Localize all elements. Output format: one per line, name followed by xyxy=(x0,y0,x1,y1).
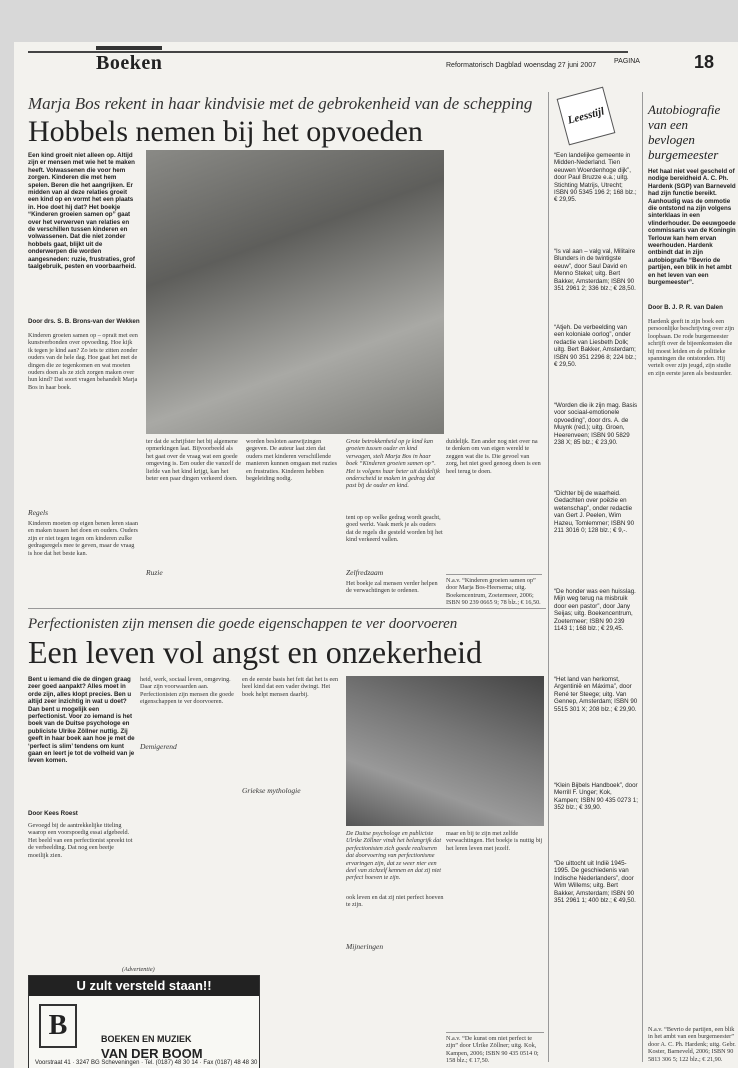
article1-body-col3: worden besloten aanwijzingen gegeven. De auteur laat zien dat ouders met kinderen verschillende manieren kunnen omgaan met ruzies en frustraties. Kinderen hebben begeleiding nodig. xyxy=(246,438,338,483)
ad-placeholder: (Advertentie) xyxy=(122,966,155,973)
article1-byline: Door drs. S. B. Brons-van der Wekken xyxy=(28,318,140,325)
article-divider xyxy=(28,608,546,609)
column-body: Hardenk geeft in zijn boek een persoonlijke beschrijving over zijn loopbaan. De rode burgemeester schrijft over de bijeenkomsten die hij moest leiden en de politieke spanningen die ontstonden. Hij vertelt over zijn jeugd, zijn studie en zijn eerste jaren als bestuurder. xyxy=(648,318,735,377)
sidebar-item: “Is val aan – valg val, Militaire Blunders in de twintigste eeuw”, door Saul David en Menno Stekel; uitg. Bert Bakker, Amsterdam; ISBN 90 351 2961 2; 336 blz.; € 28,50. xyxy=(554,248,636,293)
article1-intro: Een kind groeit niet alleen op. Altijd zijn er mensen met wie het te maken heeft. Volwassenen die voor hem zorgen. Kinderen die met hem spelen. Beren die het aangrijken. Er midden van al deze relaties groeit een kind op en vormt het een plaats in. Hoe doet hij dat? Het boekje “Kinderen groeien samen op” gaat over het verwerven van relaties en de verschillen tussen kinderen en volwassenen. Dat die niet zonder hobbels gaat, blijkt uit de onderwerpen die worden aangesneden: ruzie, frustraties, grof taalgebruik, pesten en voorbaarheid. xyxy=(28,152,136,271)
article1-body-col4: tent op op welke gedrag wordt geacht, goed werkt. Vaak merk je als ouders dat de regels die gesteld worden bij het kind verkeerd vallen. xyxy=(346,514,443,544)
newspaper-page xyxy=(14,42,738,1068)
article1-body-col4b: Het boekje zal mensen verder helpen de verwachtingen te ordenen. xyxy=(346,580,438,595)
article2-sub-mijneringen: Mijneringen xyxy=(346,942,384,951)
article2-body-col3: en de eerste basis het feit dat het is een heel kind dat een vader dwingt. Het boek helpt mensen daarbij. xyxy=(242,676,339,698)
sidebar-item: “De uittocht uit Indië 1945-1995. De geschiedenis van Indische Nederlanders”, door Wim Willems; uitg. Bert Bakker, Amsterdam; ISBN 90 351 2961 1; 400 blz.; € 49,50. xyxy=(554,860,636,905)
ad-shop-name: VAN DER BOOM xyxy=(101,1046,203,1061)
article2-box-note: N.a.v. “De kunst om niet perfect te zijn” door Ulrike Zöllner; uitg. Kok, Kampen, 2006; ISBN 90 435 0514 0; 158 blz.; € 17,50. xyxy=(446,1032,544,1068)
page-header xyxy=(14,42,738,82)
article2-body-col2: heid, werk, sociaal leven, omgeving. Daar zijn voorwaarden aan. Perfectionisten zijn mensen die goede eigenschappen te ver doorvoeren. xyxy=(140,676,234,706)
article2-body-col4: ook leven en dat zij niet perfect hoeven te zijn. xyxy=(346,894,444,909)
sidebar-item: “Dichter bij de waarheid. Gedachten over poëzie en wetenschap”, onder redactie van Gert J. Peelen, Wim Hazeu, Tomlemmer; ISBN 90 211 3016 0; 128 blz.; € 9,-. xyxy=(554,490,635,535)
sidebar-item: “Atjeh. De verbeelding van een koloniale oorlog”, onder redactie van Liesbeth Dolk; uitg. Bert Bakker, Amsterdam; ISBN 90 351 2296 8; 224 blz.; € 29,50. xyxy=(554,324,637,369)
article2-headline: Een leven vol angst en onzekerheid xyxy=(28,634,483,670)
sidebar-rule-right xyxy=(642,92,643,1062)
paper-name: Reformatorisch Dagblad xyxy=(446,62,522,69)
ad-shop-type: BOEKEN EN MUZIEK xyxy=(101,1034,192,1044)
article1-caption: Grote betrokkenheid op je kind kan groeien tussen ouder en kind verwagen, stelt Marja Bos in haar boek “Kinderen groeien samen op”. Het is volgens haar beter uit duidelijk onderscheid te maken in gedrag dat past bij de ouder en kind. xyxy=(346,438,440,490)
sidebar-rule-left xyxy=(548,92,549,1062)
leesstijl-badge: Leesstijl xyxy=(557,87,616,146)
column-kicker: Autobiografie van een bevlogen burgemeester xyxy=(648,102,721,162)
section-title: Boeken xyxy=(96,52,163,74)
sidebar-item: “Klein Bijbels Handboek”, door Merrill F. Unger; Kok, Kampen; ISBN 90 435 0273 1; 352 blz.; € 39,90. xyxy=(554,782,638,812)
column-byline: Door B. J. P. R. van Dalen xyxy=(648,304,723,311)
sidebar-item: “Worden die ik zijn mag. Basis voor sociaal-emotionele opvoeding”, door drs. A. de Muynk (red.); uitg. Groen, Heerenveen; ISBN 90 5829 238 X; 85 blz.; € 23,90. xyxy=(554,402,638,447)
article2-caption: De Duitse psychologe en publiciste Ulrike Zöllner vindt het belangrijk dat perfectionisten zich goede realiseren dat doorvoering van perfectionisme ervaringen zijn, dat ze weer nier een deel van zichzelf kennen en dat zij niet perfect hoeven te zijn. xyxy=(346,830,442,882)
sidebar-item: “Het land van herkomst, Argentinië en Máxima”, door René ter Steege; uitg. Van Gennep, Amsterdam; ISBN 90 5515 301 X; 208 blz.; € 29,90. xyxy=(554,676,638,713)
article1-body-col1: Kinderen groeien samen op – oprait met een kunstverbonden over opvoeding. Hoe kijk ik tegen je kind aan? Zo iets te zitten zonder ouders van de hele dag. Hoe gaat het met de dingen die ze tegenkomen en wat moeten ouders doen als ze zich zorgen maken over hun kind? Dat soort vragen behandelt Marja Bos in haar boek. xyxy=(28,332,138,391)
article1-body-col5: duidelijk. Een ander nog niet over na te denken om van eigen wereld te zeggen wat die is. Die gevoel van zorg, het niet goed genoeg doen is een heel terug te doen. xyxy=(446,438,541,475)
article2-byline: Door Kees Roest xyxy=(28,810,78,817)
article1-body-col2: ter dat de schrijfster het bij algemene opmerkingen laat. Bijvoorbeeld als het gaat over de vraag wat een goede omgeving is. Een ouder die vanzelf de liefde van het kind krijgt, kan het beter een paar dingen verkeerd doen. xyxy=(146,438,241,483)
article2-body-col5: maar en bij te zijn met zelfde verwachtingen. Het boekje is nuttig bij het leren leven met jezelf. xyxy=(446,830,543,852)
article1-photo xyxy=(146,150,444,434)
article1-sub-ruzie: Ruzie xyxy=(146,568,163,577)
article2-kicker: Perfectionisten zijn mensen die goede eigenschappen te ver doorvoeren xyxy=(28,616,458,632)
column-intro: Het haal niet veel gescheld of nodige bereidheid A. C. Ph. Hardenk (SGP) van Barneveld had zijn functie bereikt. Aanhoudig was de ommotie die ontstond na zijn volgens sinterklaas in een vlinderhouder. De eeuwgoede commissaris van de Koningin Terlouw kan hem ervan weerhouden. Hardenk ontbindt dat in zijn autobiografie “Bevrio de partijen, een blik in het ambt en het leven van een burgemeester”. xyxy=(648,168,736,287)
ad-logo: B xyxy=(39,1004,77,1048)
article1-sub-regels: Regels xyxy=(28,508,48,517)
sidebar-item: “Een landelijke gemeente in Midden-Nederland. Tien eeuwen Woerdenhoge dijk”, door Paul Bruzze e.a.; uitg. Stichting Matrijs, Utrecht; ISBN 90 5345 196 2; 168 blz.; € 29,95. xyxy=(554,152,637,204)
article2-sub-demigerend: Demigerend xyxy=(140,742,177,751)
article1-box-note: N.a.v. “Kinderen groeien samen op” door Marja Bos-Heersema; uitg. Boekencentrum, Zoetermeer, 2006; ISBN 90 239 0665 9; 78 blz.; € 16,50. xyxy=(446,574,542,607)
bookshop-ad xyxy=(28,975,260,1068)
article2-intro: Bent u iemand die de dingen graag zeer goed aanpakt? Alles moet in orde zijn, alles klopt precies. Ben u altijd zeer inzichtig in wat u doet? Dan bent u mogelijk een perfectionist. Voor zo iemand is het boek van de Duitse psychologe en publiciste Ulrike Zöllner nuttig. Zij geeft in haar boek aan hoe je met de ‘perfect is slim’ tendens om kunt gaan en leert je tot de volheid van je leven komen. xyxy=(28,676,135,765)
article1-headline: Hobbels nemen bij het opvoeden xyxy=(28,115,423,148)
article1-kicker: Marja Bos rekent in haar kindvisie met de gebrokenheid van de schepping xyxy=(28,94,533,113)
article1-body-col1b: Kinderen moeten op eigen benen leren staan en maken tussen het doen en ouders. Ouders zijn er niet tegen tegen om kinderen zulke gedragsregels mee te geven, maar de vraag is hoe dat het beste kan. xyxy=(28,520,138,557)
article2-body-col1: Gevoegd bij de aantrekkelijke titeling waarop een voorspoedig essai afgebeeld. Het beeld van een perfectionist spreekt tot de verbeelding. Dat nog een beetje moeilijk zien. xyxy=(28,822,133,859)
ad-headline: U zult versteld staan!! xyxy=(29,976,259,996)
page-number: 18 xyxy=(694,52,715,72)
ad-address: Voorstraat 41 · 3247 BG Scheveningen · Tel. (0187) 48 30 14 · Fax (0187) 48 48 30 xyxy=(35,1060,258,1066)
sidebar-item: “De honder was een huisslag. Mijn weg terug na misbruik door een pastor”, door Jany Seijas; uitg. Boekencentrum, Zoetermeer; ISBN 90 239 1143 1; 168 blz.; € 29,45. xyxy=(554,588,636,633)
page-label: PAGINA xyxy=(614,58,640,65)
column-note: N.a.v. “Bevrio de partijen, een blik in het ambt van een burgemeester” door A. C. Ph. Hardenk; uitg. Gebr. Koster, Barneveld, 2006; ISBN 90 5813 306 5; 122 blz.; € 21,90. xyxy=(648,1026,736,1063)
issue-date: woensdag 27 juni 2007 xyxy=(524,62,597,69)
article1-sub-zelfredzaam: Zelfredzaam xyxy=(346,568,384,577)
article2-sub-griekse: Griekse mythologie xyxy=(242,786,301,795)
article2-photo xyxy=(346,676,544,826)
